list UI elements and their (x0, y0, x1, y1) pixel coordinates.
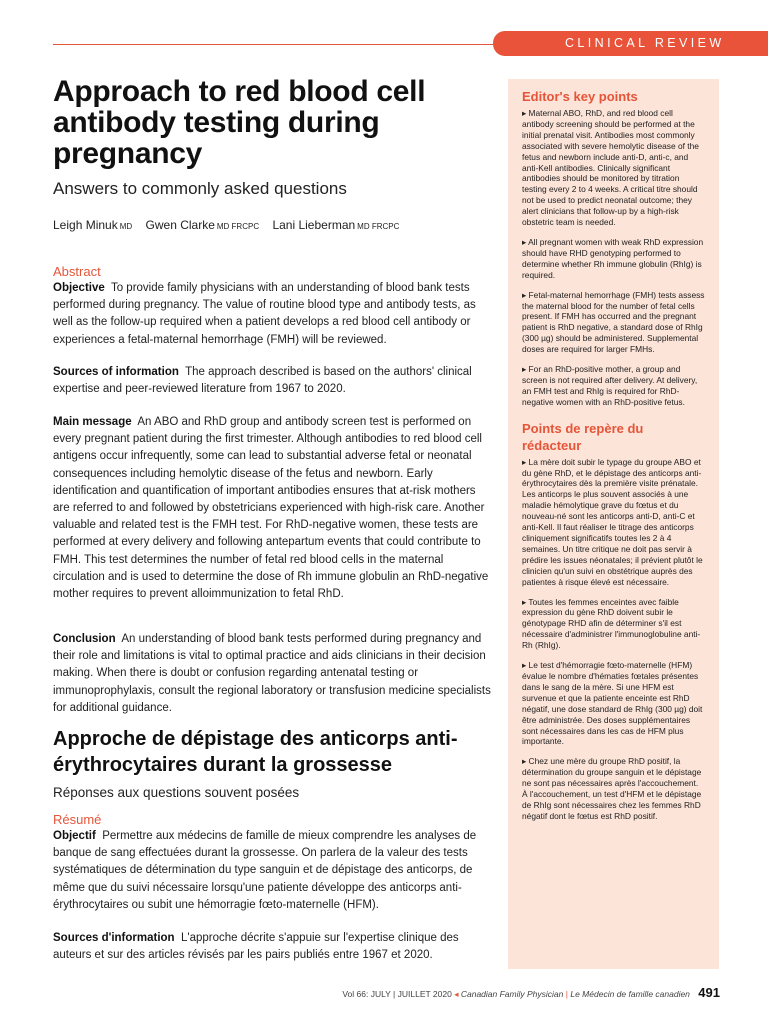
author-credentials: MD (119, 222, 133, 231)
article-title: Approach to red blood cell antibody testing during pregnancy (53, 75, 426, 170)
section-banner: CLINICAL REVIEW (493, 31, 768, 56)
abstract-sources (53, 364, 493, 398)
triangle-bullet-icon: ▸ (522, 236, 527, 247)
editors-key-points-heading: Editor's key points (522, 89, 638, 104)
author-list (53, 218, 409, 232)
triangle-bullet-icon: ▸ (522, 756, 527, 767)
header-rule (53, 44, 493, 45)
point-de-repere-text: La mère doit subir le typage du groupe ABO et du gène RhD, et le dépistage des anticorps anti-érythrocytaires dès la première visite prénatale. Les anticorps le plus souvent associés à une maladie hémolytique grave du fœtus et du nouveau-né sont les anticorps anti-D, anti-C et anti-Kell. Il faut réaliser le titrage des anticorps cliniquement significatifs toutes les 2 à 4 semaines. Un titre critique ne doit pas servir à prédire les issues néonatales; il prévient plutôt le clinicien qu'un suivi en obstétrique auprès des patientes à risque élevé est nécessaire. (522, 456, 703, 587)
main-message-label: Main message (53, 416, 132, 428)
key-point (522, 364, 705, 408)
abstract-section (53, 264, 493, 349)
point-de-repere (522, 597, 705, 652)
points-de-repere-heading: Points de repère du rédacteur (522, 420, 644, 453)
resume-section (53, 812, 493, 914)
volume-info: Vol 66: JULY | JUILLET 2020 (342, 989, 452, 999)
arrow-left-icon: ◂ (454, 989, 459, 999)
author-credentials: MD FRCPC (357, 222, 400, 231)
point-de-repere (522, 660, 705, 747)
key-points-sidebar (508, 79, 719, 969)
resume-heading: Résumé (53, 812, 102, 827)
author-name: Lani Lieberman (272, 218, 356, 232)
article-subtitle: Answers to commonly asked questions (53, 179, 347, 198)
sources-label: Sources of information (53, 366, 179, 378)
triangle-bullet-icon: ▸ (522, 108, 527, 118)
resume-sources (53, 930, 493, 964)
abstract-main-message (53, 414, 493, 603)
key-point (522, 108, 705, 228)
key-point (522, 237, 705, 281)
objectif-text: Permettre aux médecins de famille de mieux comprendre les analyses de banque de sang effectuées durant la grossesse. On parlera de la valeur des tests systématiques de détermination du type sanguin et de dépistage des anticorps, de même que du suivi nécessaire lorsqu'une patiente développe des anticorps anti-érythrocytaires ou subit une hémorragie fœto-maternelle (HFM). (53, 830, 477, 911)
triangle-bullet-icon: ▸ (522, 289, 527, 300)
french-title-block (53, 726, 493, 800)
conclusion-text: An understanding of blood bank tests performed during pregnancy and their role and limitations is vital to optimal practice and aids clinicians in their decision making. When there is doubt or confusion regarding antenatal testing or immunoprophylaxis, consult the regional laboratory or transfusion medicine specialists for additional guidance. (53, 633, 491, 714)
key-point-text: All pregnant women with weak RhD expression should have RHD genotyping performed to determine whether Rh immune globulin (RhIg) is required. (522, 236, 704, 280)
point-de-repere-text: Chez une mère du groupe RhD positif, la détermination du groupe sanguin et le dépistage ne sont pas nécessaires après l'accouchement. À l'accouchement, un test d'HFM et le dépistage de RhIg sont nécessaires chez les femmes RhD négatif dont le fœtus est RhD positif. (522, 756, 702, 821)
page-number: 491 (698, 985, 720, 1000)
page-footer (290, 985, 720, 1000)
point-de-repere-text: Toutes les femmes enceintes avec faible expression du gène RhD doivent subir le génotypage RHD afin de déterminer s'il est nécessaire d'administrer l'immunoglobuline anti-Rh (RhIg). (522, 596, 701, 651)
french-title: Approche de dépistage des anticorps anti-érythrocytaires durant la grossesse (53, 728, 458, 776)
abstract-conclusion (53, 631, 493, 717)
conclusion-label: Conclusion (53, 633, 116, 645)
sources-information-label: Sources d'information (53, 932, 175, 944)
triangle-bullet-icon: ▸ (522, 364, 527, 375)
author-item (146, 218, 260, 232)
author-name: Gwen Clarke (145, 218, 215, 232)
abstract-objective (53, 280, 493, 349)
journal-name-en: Canadian Family Physician (460, 989, 564, 999)
footer-separator: | (565, 989, 568, 999)
triangle-bullet-icon: ▸ (522, 596, 527, 607)
sources-text: The approach described is based on the authors' clinical expertise and peer-reviewed literature from 1967 to 2020. (53, 366, 472, 396)
author-item (272, 218, 399, 232)
key-point-text: Fetal-maternal hemorrhage (FMH) tests assess the maternal blood for the number of fetal cells present. If FMH has occurred and the pregnant patient is RhD negative, a standard dose of RhIg (300 µg) should be administered. Supplemental doses are required for larger FMHs. (522, 289, 705, 355)
journal-name-fr: Le Médecin de famille canadien (570, 989, 690, 999)
author-credentials: MD FRCPC (216, 222, 260, 231)
author-item (53, 218, 132, 232)
point-de-repere-text: Le test d'hémorragie fœto-maternelle (HFM) évalue le nombre d'hématies fœtales présentes dans le sang de la mère. Si une HFM est survenue et que la patiente enceinte est RhD négatif, une dose standard de RhIg (300 µg) doit être administrée. Des doses supplémentaires sont nécessaires dans les cas de HFM plus importante. (522, 660, 703, 747)
key-point (522, 290, 705, 355)
objectif-label: Objectif (53, 830, 96, 842)
author-name: Leigh Minuk (53, 218, 118, 232)
triangle-bullet-icon: ▸ (522, 660, 527, 671)
triangle-bullet-icon: ▸ (522, 456, 527, 467)
objective-text: To provide family physicians with an understanding of blood bank tests performed during pregnancy. The value of routine blood type and antibody tests, as well as the follow-up required when a patient develops a red blood cell antibody or experiences a fetal-maternal hemorrhage (FMH) will be reviewed. (53, 282, 476, 346)
key-point-text: For an RhD-positive mother, a group and screen is not required after delivery. At delivery, an FMH test and RhIg is required for RhD-negative women with an RhD-positive fetus. (522, 364, 698, 407)
point-de-repere (522, 756, 705, 821)
key-point-text: Maternal ABO, RhD, and red blood cell antibody screening should be performed at the initial prenatal visit. Antibodies most commonly associated with severe hemolytic disease of the fetus and newborn include anti-D, anti-c, and anti-Kell antibodies. Clinically significant antibodies should be monitored by titration testing every 2 to 4 weeks. A critical titre should not be used to predict neonatal outcome; they alert clinicians that follow-up by a high-risk obstetric team is needed. (522, 108, 699, 228)
sources-information-text: L'approche décrite s'appuie sur l'expertise clinique des auteurs et sur des articles révisés par les pairs publiés entre 1967 et 2020. (53, 932, 459, 962)
objective-label: Objective (53, 282, 105, 294)
abstract-heading: Abstract (53, 264, 101, 279)
point-de-repere (522, 457, 705, 588)
main-message-text: An ABO and RhD group and antibody screen test is performed on every pregnant patient during the first trimester. Although antibodies to red blood cell antigens occur infrequently, some can lead to substantial adverse fetal or neonatal consequences including hemolytic disease of the fetus and newborn. Early identification and quantification of important antibodies ensures that at-risk mothers are referred to and followed by obstetricians experienced with high-risk care. Another valuable and related test is the FMH test. For RhD-negative women, these tests are performed at every delivery and following antepartum events that could contribute to FMH. This test determines the number of fetal red blood cells in the maternal circulation and is used to determine the dose of Rh immune globulin an RhD-negative mother requires to prevent alloimmunization to fetal RhD. (53, 416, 489, 601)
french-subtitle: Réponses aux questions souvent posées (53, 785, 300, 800)
